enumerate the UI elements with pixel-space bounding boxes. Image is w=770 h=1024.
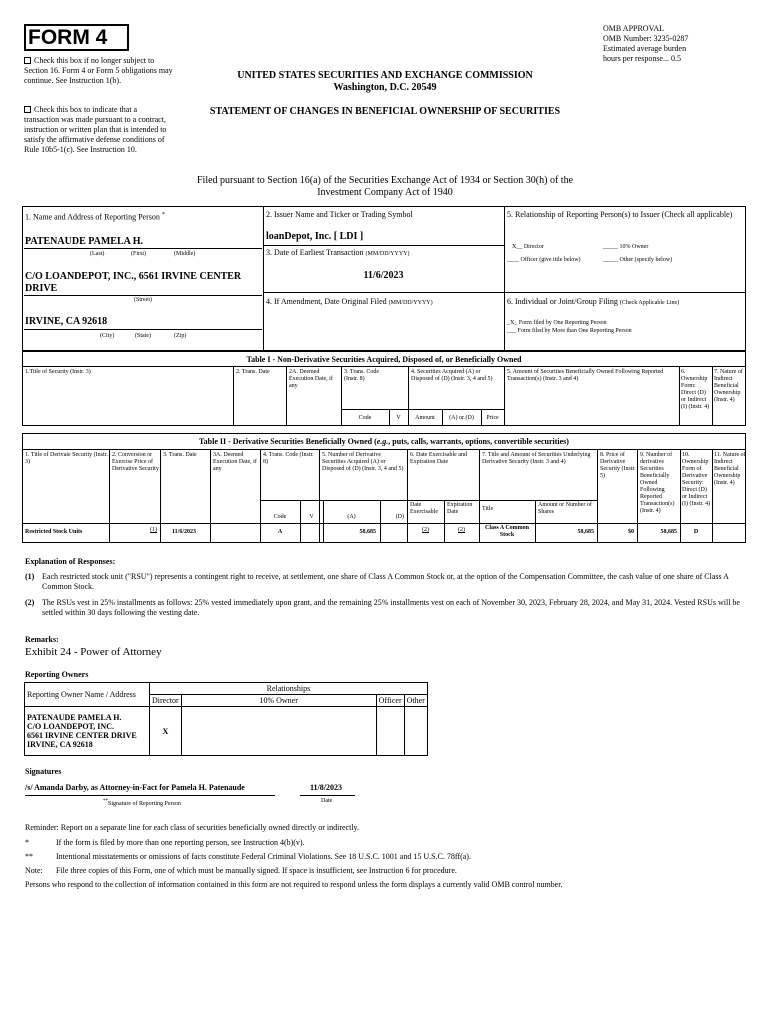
footnote-2: The RSUs vest in 25% installments as follows: 25% vested immediately upon grant, and the remaining 25% installments vest on each of November 30, 2023, February 28, 2024, and May 31, 2024. Vested RSUs will be settled within 30 days following the vesting date. (42, 598, 740, 617)
table2-title: Table II - Derivative Securities Beneficially Owned (e.g., puts, calls, warrants, options, convertible securities) (199, 437, 569, 446)
owners-director: Director (150, 695, 182, 707)
t2-d: (D) (395, 514, 404, 520)
row-title: Class A Common Stock (484, 525, 529, 538)
t2-h10: 10. Ownership Form of Derivative Security: Direct (D) or Indirect (I) (Instr. 4) (682, 452, 711, 507)
star: * (25, 838, 29, 847)
footnote-1-num: (1) (25, 572, 35, 581)
t1-h2: 2. Trans. Date (236, 369, 270, 375)
t2-h9: 9. Number of derivative Securities Beneficially Owned Following Reported Transaction(s) (Instr. 4) (640, 452, 675, 514)
rel-other: _____ Other (specify below) (603, 257, 673, 263)
footnote-1: Each restricted stock unit ("RSU") represents a contingent right to receive, at settlement, one share of Class A Common Stock or, at the option of the Compensation Committee, the cash value of one share of Class A Common Stock. (42, 572, 729, 591)
owners-ten-pct: 10% Owner (181, 695, 376, 707)
star-text: If the form is filed by more than one reporting person, see Instruction 4(b)(v). (56, 838, 305, 847)
row-date-ex: (2) (422, 527, 429, 533)
omb-box (603, 24, 753, 64)
check-no-longer-subject[interactable]: Check this box if no longer subject to Section 16. Form 4 or Form 5 obligations may continue. See Instruction 1(b). (24, 56, 173, 85)
t1-h6: 6. Ownership Form: Direct (D) or Indirect (I) (Instr. 4) (681, 369, 710, 410)
row-price: $0 (628, 529, 634, 535)
owners-col-name: Reporting Owner Name / Address (25, 683, 150, 707)
t2-code: Code (273, 514, 287, 520)
omb-number: OMB Number: 3235-0287 (603, 34, 689, 43)
owners-table (24, 682, 428, 756)
city-value: IRVINE, CA 92618 (25, 316, 108, 327)
label-street: (Street) (134, 297, 152, 303)
box6-label: 6. Individual or Joint/Group Filing (Check Applicable Line) (507, 297, 680, 306)
checkbox-icon[interactable] (24, 57, 31, 64)
earliest-transaction-date: 11/6/2023 (363, 270, 404, 281)
box1-label: 1. Name and Address of Reporting Person * (25, 212, 165, 222)
row-conv: (1) (150, 527, 157, 533)
t1-h1: 1.Title of Security (Instr. 3) (25, 369, 91, 375)
t2-h1: 1. Title of Derivate Security (Instr. 3) (25, 452, 108, 465)
reminder: Reminder: Report on a separate line for each class of securities beneficially owned directly or indirectly. (25, 823, 360, 832)
reporting-person-name: PATENAUDE PAMELA H. (25, 236, 144, 247)
row-owned: 58,685 (660, 529, 677, 535)
box5-label: 5. Relationship of Reporting Person(s) to Issuer (Check all applicable) (507, 210, 733, 219)
row-security: Restricted Stock Units (25, 529, 83, 535)
t1-h4: 4. Securities Acquired (A) or Disposed of (D) (Instr. 3, 4 and 5) (411, 369, 493, 382)
owners-officer: Officer (376, 695, 404, 707)
double-star: ** (25, 852, 33, 861)
t2-date-ex: Date Exercisable (410, 502, 438, 515)
t1-v: V (396, 415, 401, 421)
t2-title: Title (482, 506, 494, 512)
checkbox-icon[interactable] (24, 106, 31, 113)
row-date: 11/6/2023 (172, 529, 197, 535)
form-title: FORM 4 (28, 26, 108, 49)
row-shares: 58,685 (577, 529, 594, 535)
owner-entry: PATENAUDE PAMELA H. C/O LOANDEPOT, INC. 6561 IRVINE CENTER DRIVE IRVINE, CA 92618 (25, 707, 150, 756)
filed-pursuant: Filed pursuant to Section 16(a) of the Securities Exchange Act of 1934 or Section 30(h) of the Investment Company Act of 1940 (196, 175, 574, 198)
t2-h8: 8. Price of Derivative Security (Instr. 5) (600, 452, 636, 479)
t1-amount: Amount (415, 415, 435, 421)
t1-price: Price (486, 415, 499, 421)
street-value: C/O LOANDEPOT, INC., 6561 IRVINE CENTER DRIVE (25, 271, 242, 294)
date-label: Date (321, 798, 333, 804)
persons-text: Persons who respond to the collection of information contained in this form are not required to respond unless the form displays a currently valid OMB control number. (25, 880, 563, 889)
row-form: D (693, 529, 699, 535)
rel-ten-pct: _____ 10% Owner (603, 244, 649, 250)
owners-relationships: Relationships (150, 683, 428, 695)
signature-label: **Signature of Reporting Person (103, 799, 181, 807)
t2-exp: Expiration Date (447, 502, 473, 515)
t2-amt-shares: Amount or Number of Shares (538, 502, 592, 515)
t2-v: V (309, 514, 314, 520)
t2-h4: 4. Trans. Code (Instr. 8) (263, 452, 314, 465)
label-first: (First) (131, 251, 146, 257)
t1-h5: 5. Amount of Securities Beneficially Owned Following Reported Transaction(s) (Instr. 3 and 4) (507, 369, 664, 382)
label-zip: (Zip) (174, 333, 187, 339)
t1-h7: 7. Nature of Indirect Beneficial Ownership (Instr. 4) (714, 369, 743, 403)
box2-label: 2. Issuer Name and Ticker or Trading Symbol (266, 210, 413, 219)
filing-one: _X_ Form filed by One Reporting Person (507, 320, 607, 326)
note-text: File three copies of this Form, one of which must be manually signed. If space is insufficient, see Instruction 6 for procedure. (56, 866, 457, 875)
t2-h6: 6. Date Exercisable and Expiration Date (410, 452, 467, 465)
label-last: (Last) (90, 251, 105, 257)
label-middle: (Middle) (174, 251, 196, 257)
t1-aord: (A) or (D) (449, 415, 474, 421)
footnote-2-num: (2) (25, 598, 35, 607)
row-code: A (277, 529, 283, 535)
omb-burden: Estimated average burden (603, 44, 687, 53)
label-state: (State) (135, 333, 151, 339)
explanation-title: Explanation of Responses: (25, 557, 116, 566)
signature: /s/ Amanda Darby, as Attorney-in-Fact for Pamela H. Patenaude (25, 783, 245, 792)
t1-h2a: 2A. Deemed Execution Date, if any (289, 369, 333, 389)
row-a: 58,685 (359, 529, 376, 535)
double-star-text: Intentional misstatements or omissions of facts constitute Federal Criminal Violations. See 18 U.S.C. 1001 and 15 U.S.C. 78ff(a). (56, 852, 471, 861)
check-10b5-1[interactable]: Check this box to indicate that a transaction was made pursuant to a contract, instruction or written plan that is intended to satisfy the affirmative defense conditions of Rule 10b5-1(c). See Instruction 10. (24, 105, 167, 154)
signatures-title: Signatures (25, 767, 62, 776)
owners-other: Other (404, 695, 427, 707)
rel-director: X__ Director (512, 244, 544, 250)
t2-h5: 5. Number of Derivative Securities Acquired (A) or Disposed of (D) (Instr. 3, 4 and 5) (322, 452, 404, 472)
omb-approval: OMB APPROVAL (603, 24, 664, 33)
owners-title: Reporting Owners (25, 670, 89, 679)
t2-h3a: 3A. Deemed Execution Date, if any (213, 452, 257, 472)
filing-more: ___ Form filed by More than One Reporting Person (507, 328, 632, 334)
remarks-title: Remarks: (25, 635, 59, 644)
agency-name: UNITED STATES SECURITIES AND EXCHANGE COMMISSION (237, 70, 533, 81)
owner-director-mark: X (150, 707, 182, 756)
table1-title: Table I - Non-Derivative Securities Acquired, Disposed of, or Beneficially Owned (246, 355, 522, 364)
issuer-name: loanDepot, Inc. [ LDI ] (266, 231, 364, 242)
statement-title: STATEMENT OF CHANGES IN BENEFICIAL OWNERSHIP OF SECURITIES (209, 106, 561, 117)
t2-h7: 7. Title and Amount of Securities Underlying Derivative Security (Instr. 3 and 4) (482, 452, 591, 465)
note-label: Note: (25, 866, 43, 875)
label-city: (City) (100, 333, 115, 339)
t2-h11: 11. Nature of Indirect Beneficial Ownership (Instr. 4) (714, 452, 746, 486)
agency-city: Washington, D.C. 20549 (333, 82, 437, 93)
t1-code: Code (358, 415, 372, 421)
rel-officer: ____ Officer (give title below) (507, 257, 581, 263)
box4-label: 4. If Amendment, Date Original Filed (MM/DD/YYYY) (266, 297, 433, 306)
t1-h3: 3. Trans. Code (Instr. 8) (344, 369, 380, 382)
t2-h3: 3. Trans. Date (163, 452, 197, 458)
form-title-box (24, 24, 129, 51)
remarks-text: Exhibit 24 - Power of Attorney (25, 646, 162, 658)
box3-label: 3. Date of Earliest Transaction (MM/DD/YYYY) (266, 248, 410, 257)
omb-hours: hours per response... 0.5 (603, 54, 681, 63)
signature-date: 11/8/2023 (310, 783, 343, 792)
row-exp: (2) (458, 527, 465, 533)
t2-a: (A) (347, 514, 356, 520)
t2-h2: 2. Conversion or Exercise Price of Derivative Security (112, 452, 159, 472)
